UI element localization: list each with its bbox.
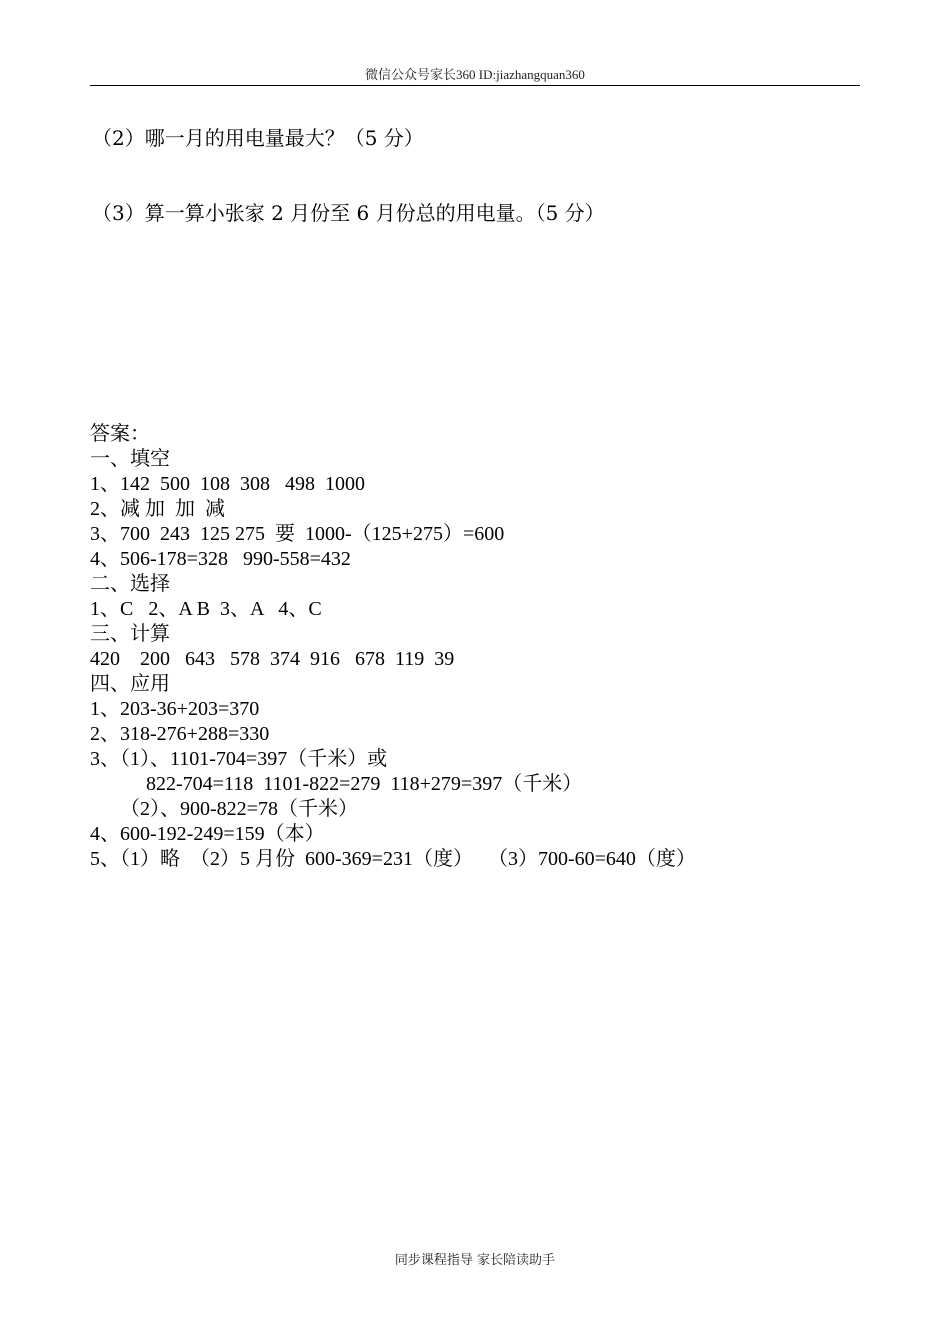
answer-line: 4、600-192-249=159（本） <box>90 823 325 845</box>
answer-section <box>90 422 696 872</box>
answer-line: 一、填空 <box>90 448 170 470</box>
answer-line: 4、506-178=328 990-558=432 <box>90 548 351 570</box>
answer-line: （2）、900-822=78（千米） <box>120 798 358 820</box>
answer-line: 2、减 加 加 减 <box>90 498 225 520</box>
question-3: （3）算一算小张家 2 月份至 6 月份总的用电量。（5 分） <box>92 201 605 225</box>
answer-line: 1、C 2、A B 3、A 4、C <box>90 598 322 620</box>
answer-line: 3、700 243 125 275 要 1000-（125+275）=600 <box>90 523 505 545</box>
answer-line: 5、（1）略 （2）5 月份 600-369=231（度） （3）700-60=640（度） <box>90 848 696 870</box>
answer-title: 答案： <box>90 423 150 445</box>
question-2: （2）哪一月的用电量最大？（5 分） <box>92 126 424 150</box>
page-header: 微信公众号家长360 ID:jiazhangquan360 <box>365 67 585 82</box>
header-divider <box>90 85 860 86</box>
page-footer: 同步课程指导 家长陪读助手 <box>394 1253 556 1268</box>
answer-line: 三、计算 <box>90 623 170 645</box>
answer-line: 3、（1）、1101-704=397（千米）或 <box>90 748 388 770</box>
answer-line: 1、142 500 108 308 498 1000 <box>90 473 365 495</box>
answer-line: 二、选择 <box>90 573 170 595</box>
answer-line: 2、318-276+288=330 <box>90 723 270 745</box>
answer-line: 420 200 643 578 374 916 678 119 39 <box>90 648 455 670</box>
answer-line: 822-704=118 1101-822=279 118+279=397（千米） <box>146 773 583 795</box>
answer-line: 四、应用 <box>90 673 170 695</box>
answer-line: 1、203-36+203=370 <box>90 698 260 720</box>
